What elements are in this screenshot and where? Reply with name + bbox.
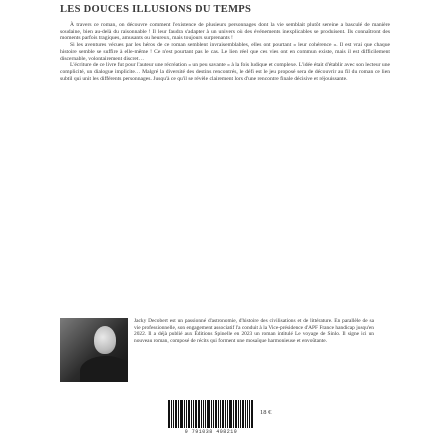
price-label: 18 € [260,409,272,416]
barcode-bars [168,400,254,428]
barcode-bar [203,400,204,428]
barcode-bar [207,400,210,428]
barcode-bar [225,400,226,428]
barcode-bar [233,400,234,428]
barcode-bar [251,400,253,428]
isbn-barcode [168,400,278,440]
barcode-bar [215,400,217,428]
barcode-bar [173,400,174,428]
barcode-bar [242,400,244,428]
barcode-bar [180,400,183,428]
barcode-bar [249,400,250,428]
book-title: LES DOUCES ILLUSIONS DU TEMPS [60,4,252,15]
barcode-bar [213,400,214,428]
barcode-digits: 9 791038 408219 [184,429,238,435]
barcode-bar [227,400,228,428]
barcode-bar [188,400,190,428]
barcode-bar [198,400,200,428]
barcode-bar [184,400,185,428]
barcode-bar [247,400,248,428]
barcode-bar [193,400,194,428]
barcode-bar [238,400,239,428]
barcode-bar [222,400,224,428]
blurb-paragraph: L'écriture de ce livre fut pour l'auteur une récréation « un peu savante » à la fois ludique et complexe. L'idée était d'établir avec son lecteur une complicité, un dialogue implicite… Malgré la diversité des destins rencontrés, le défi est le jeu proposé sera de découvrir au fil du roman ce lien subtil qui unit les différents personnages. Jusqu'à ce qu'il se révèle clairement lors d'une rencontre finale décisive et réjouissante. [60,62,390,82]
barcode-bar [168,400,170,428]
barcode-bar [245,400,246,428]
barcode-bar [171,400,172,428]
author-bio-block [60,318,400,386]
barcode-bar [235,400,237,428]
barcode-bar [195,400,197,428]
barcode-bar [175,400,177,428]
author-photo [60,318,128,382]
blurb-paragraph: Si les aventures vécues par les héros de ce roman semblent invraisemblables, elles ont pourtant « leur cohérence ». Il est vrai que chaque histoire semble se suffire à elle-même ! Ce n'est pourtant pas le cas. Le lien réel que ces vies ont en commun existe, mais il est difficilement discernable, volontairement discret… [60,42,390,62]
barcode-bar [186,400,187,428]
author-bio-text: Jacky Decobert est un passionné d'astronomie, d'histoire des civilisations et de littérature. En parallèle de sa vie professionnelle, son engagement associatif l'a conduit à la Vice-présidence d'APF France handicap jusqu'en 2022. Il a déjà publié aux Éditions Spinelle en 2023 un roman intitulé Le voyage de Sinlo. Il signe ici un nouveau roman, composé de récits qui forment une mosaïque harmonieuse et envoûtante. [134,318,374,344]
barcode-bar [220,400,221,428]
barcode-bar [218,400,219,428]
author-photo-shoulders [80,356,128,382]
author-photo-face [94,326,116,354]
barcode-bar [205,400,206,428]
barcode-bar [191,400,192,428]
barcode-bar [201,400,202,428]
barcode-bar [229,400,232,428]
blurb [60,22,390,82]
barcode-bar [240,400,241,428]
barcode-bar [211,400,212,428]
blurb-paragraph: À travers ce roman, on découvre comment l'existence de plusieurs personnages dont la vie semblait plutôt sereine a basculé de manière soudaine, bien au-delà du raisonnable ! Il leur faudra s'adapter à un univers où des événements inexplicables se produisent. Ils connaîtront des moments parfois tragiques, amusants ou heureux, mais toujours surprenants ! [60,22,390,42]
barcode-bar [178,400,179,428]
